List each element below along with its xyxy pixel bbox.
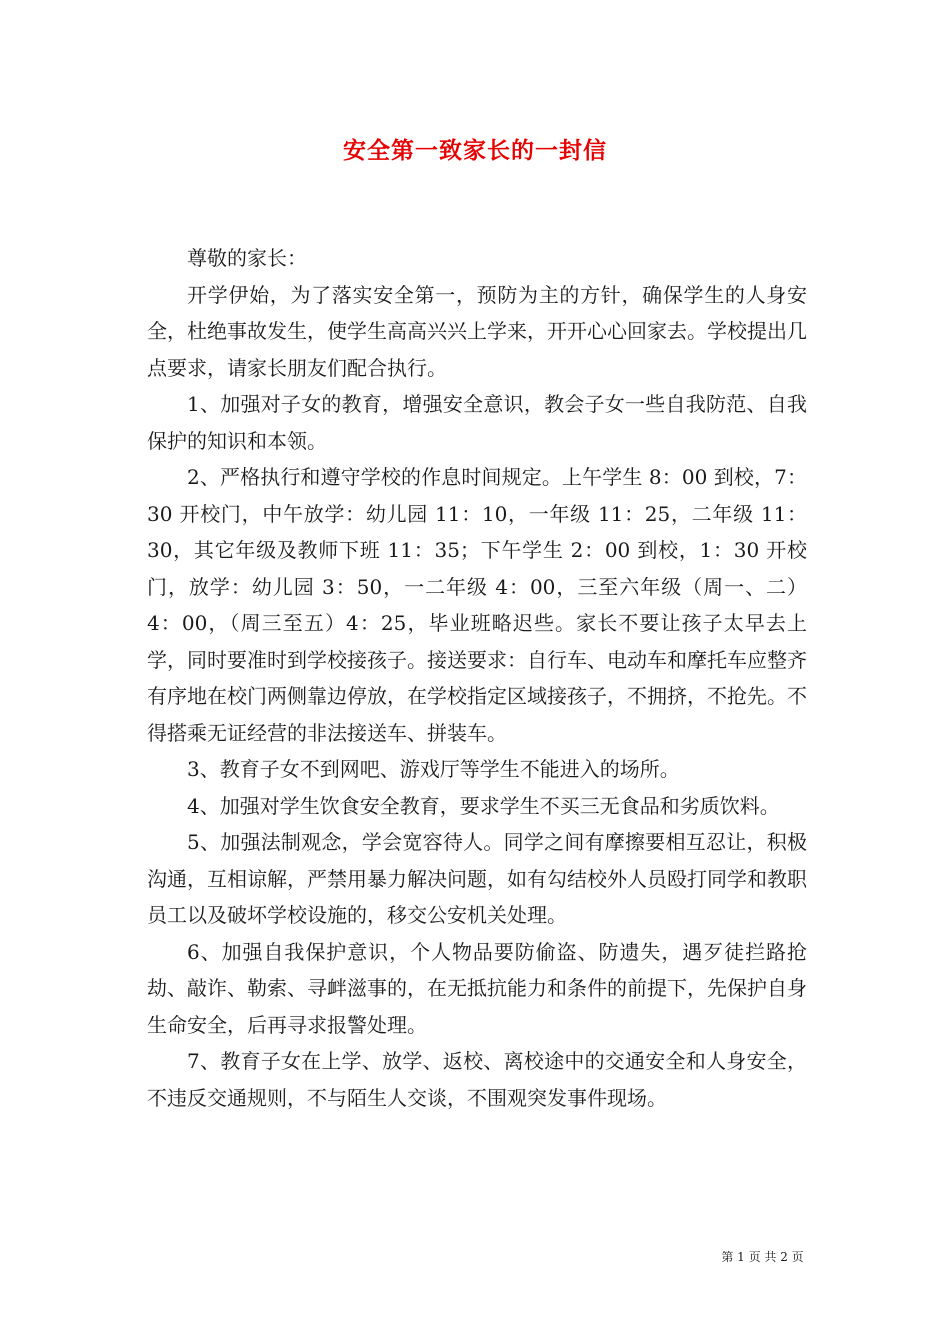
letter-body xyxy=(147,240,807,1116)
paragraph-item-6: 6、加强自我保护意识，个人物品要防偷盗、防遗失，遇歹徒拦路抢劫、敲诈、勒索、寻衅滋事的，在无抵抗能力和条件的前提下，先保护自身生命安全，后再寻求报警处理。 xyxy=(147,939,807,1037)
paragraph-item-3: 3、教育子女不到网吧、游戏厅等学生不能进入的场所。 xyxy=(187,757,680,781)
paragraph-item-4: 4、加强对学生饮食安全教育，要求学生不买三无食品和劣质饮料。 xyxy=(187,793,780,818)
document-title: 安全第一致家长的一封信 xyxy=(343,137,607,164)
paragraph-item-1: 1、加强对子女的教育，增强安全意识，教会子女一些自我防范、自我保护的知识和本领。 xyxy=(147,392,807,453)
paragraph-item-5: 5、加强法制观念，学会宽容待人。同学之间有摩擦要相互忍让，积极沟通，互相谅解，严禁用暴力解决问题，如有勾结校外人员殴打同学和教职员工以及破坏学校设施的，移交公安机关处理。 xyxy=(147,830,807,927)
page-number-footer: 第 1 页 共 2 页 xyxy=(721,1250,804,1264)
salutation: 尊敬的家长： xyxy=(187,246,307,270)
paragraph-item-2: 2、严格执行和遵守学校的作息时间规定。上午学生 8：00 到校，7：30 开校门，中午放学：幼儿园 11：10，一年级 11：25，二年级 11：30，其它年级及教师下班 11：35；下午学生 2：00 到校，1：30 开校门，放学：幼儿园 3：50，一二年级 4：00，三至六年级（周一、二）4：00，（周三至五）4：25，毕业班略迟些。家长不要让孩子太早去上学，同时要准时到学校接孩子。接送要求：自行车、电动车和摩托车应整齐有序地在校门两侧靠边停放，在学校指定区域接孩子，不拥挤，不抢先。不得搭乘无证经营的非法接送车、拼装车。 xyxy=(147,465,807,745)
paragraph-intro: 开学伊始，为了落实安全第一，预防为主的方针，确保学生的人身安全，杜绝事故发生，使学生高高兴兴上学来，开开心心回家去。学校提出几点要求，请家长朋友们配合执行。 xyxy=(147,282,807,380)
paragraph-item-7: 7、教育子女在上学、放学、返校、离校途中的交通安全和人身安全，不违反交通规则，不与陌生人交谈，不围观突发事件现场。 xyxy=(147,1049,807,1110)
